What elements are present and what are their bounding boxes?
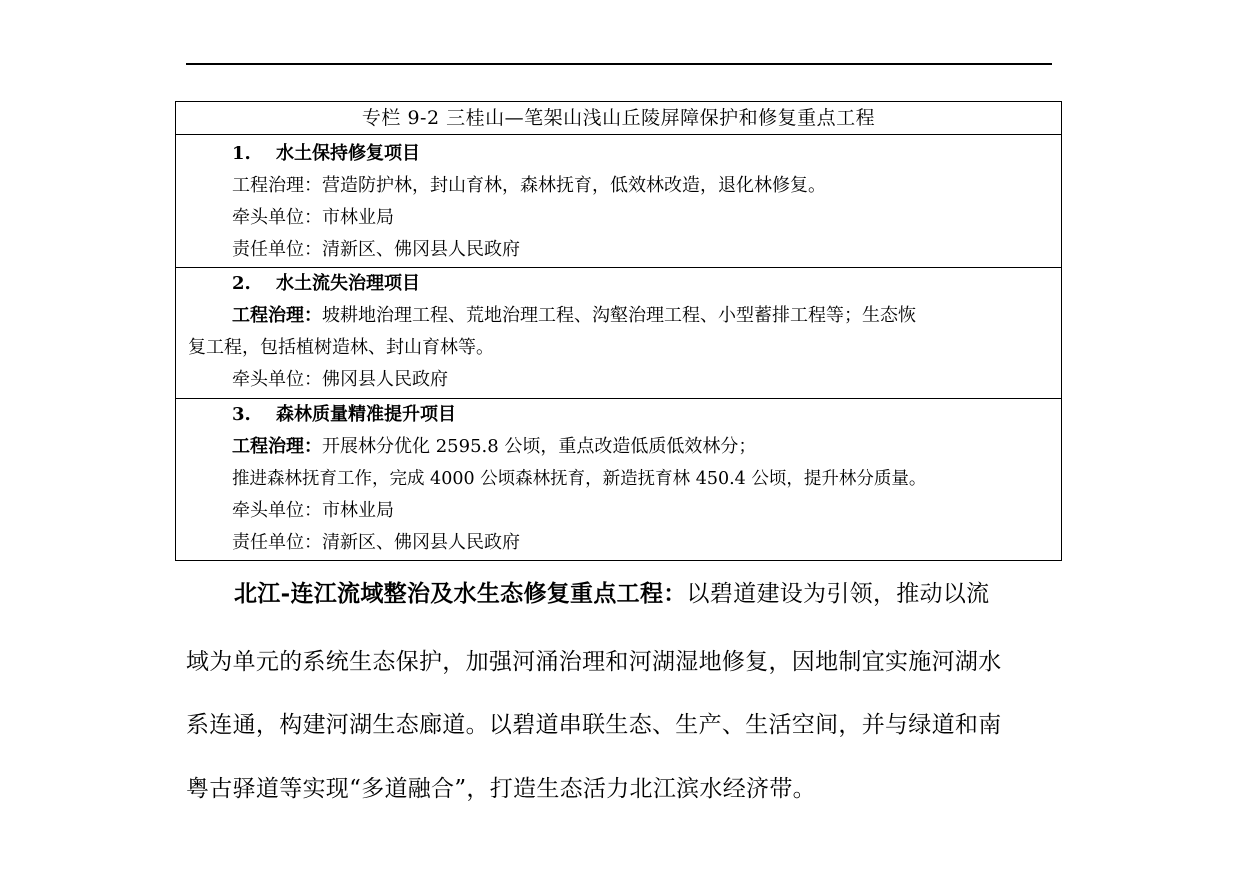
header-rule [186, 63, 1052, 65]
paragraph-line-2: 域为单元的系统生态保护，加强河涌治理和河湖湿地修复，因地制宜实施河湖水 [186, 649, 1002, 675]
section-number: 2. [232, 273, 251, 294]
box-section-2 [176, 268, 1061, 399]
section-number: 3. [232, 404, 251, 425]
section-title: 水土流失治理项目 [276, 273, 420, 294]
section-heading [176, 399, 1061, 431]
section-line: 牵头单位：市林业局 [232, 500, 394, 521]
section-work-line [176, 431, 1061, 463]
section-line: 牵头单位：市林业局 [232, 207, 394, 228]
paragraph-text: 以碧道建设为引领，推动以流 [686, 581, 990, 607]
work-label: 工程治理： [232, 305, 322, 326]
box-section-1 [176, 135, 1061, 268]
feature-box [175, 101, 1062, 561]
work-label: 工程治理： [232, 436, 322, 457]
paragraph-line-4: 粤古驿道等实现“多道融合”，打造生态活力北江滨水经济带。 [186, 776, 816, 802]
section-line: 工程治理：营造防护林，封山育林，森林抚育，低效林改造，退化林修复。 [232, 175, 826, 196]
section-line: 责任单位：清新区、佛冈县人民政府 [232, 239, 520, 260]
section-line: 责任单位：清新区、佛冈县人民政府 [232, 532, 520, 553]
section-line: 牵头单位：佛冈县人民政府 [232, 369, 448, 390]
section-work-line [176, 300, 1061, 332]
section-heading [176, 268, 1061, 300]
box-section-3 [176, 399, 1061, 561]
work-text: 开展林分优化 2595.8 公顷，重点改造低质低效林分； [322, 436, 757, 457]
section-heading [176, 138, 1061, 170]
section-number: 1. [232, 143, 251, 164]
section-line-continued: 复工程，包括植树造林、封山育林等。 [188, 337, 494, 358]
paragraph-line-3: 系连通，构建河湖生态廊道。以碧道串联生态、生产、生活空间，并与绿道和南 [186, 712, 1002, 738]
paragraph-lead: 北江-连江流域整治及水生态修复重点工程： [234, 580, 687, 607]
paragraph-line-1 [186, 578, 1052, 610]
section-line: 推进森林抚育工作，完成 4000 公顷森林抚育，新造抚育林 450.4 公顷，提升林分质量。 [232, 469, 927, 489]
box-title: 专栏 9-2 三桂山—笔架山浅山丘陵屏障保护和修复重点工程 [176, 102, 1061, 135]
section-title: 水土保持修复项目 [276, 143, 420, 164]
work-text: 坡耕地治理工程、荒地治理工程、沟壑治理工程、小型蓄排工程等；生态恢 [322, 305, 916, 326]
section-title: 森林质量精准提升项目 [276, 404, 456, 425]
